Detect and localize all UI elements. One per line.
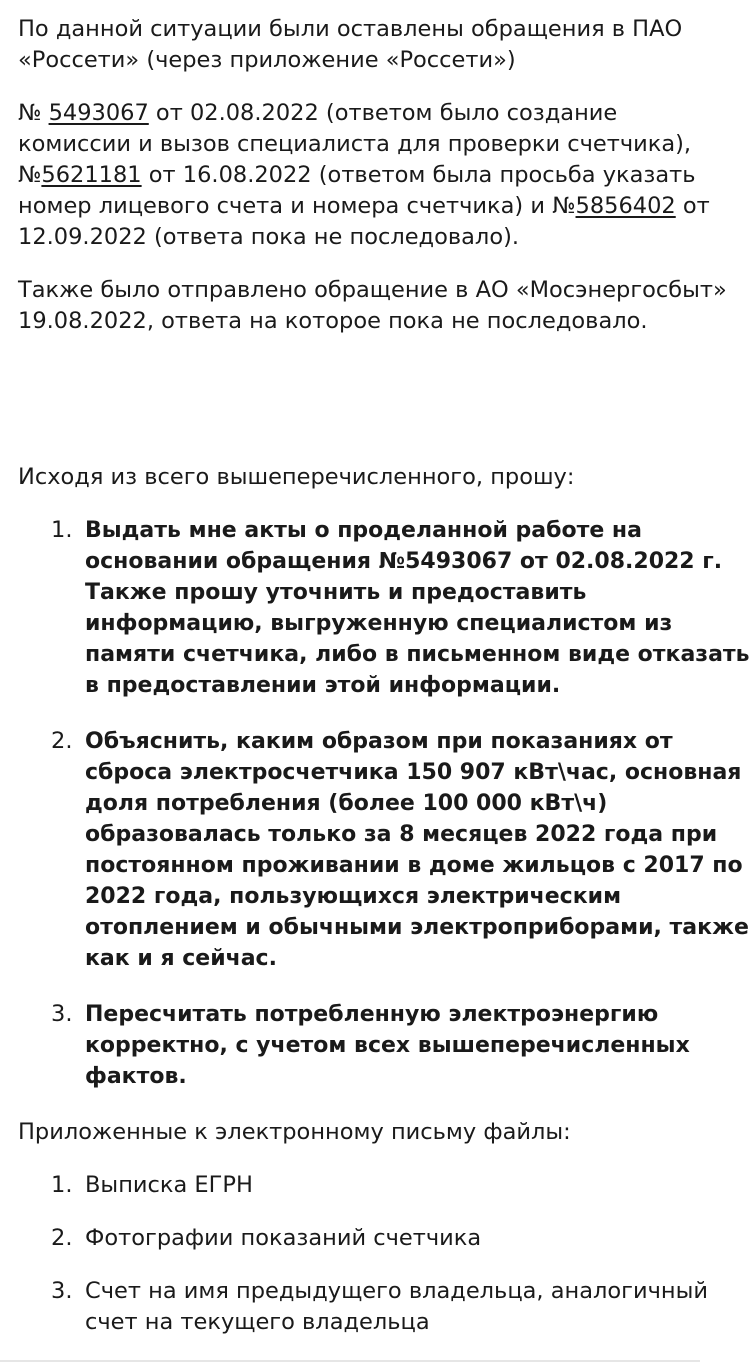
appeals-text: № xyxy=(18,100,49,126)
appeals-text: от 02.08.2022 (ответом было создание xyxy=(148,100,618,126)
attachments-intro xyxy=(18,1117,738,1148)
list-number: 2. xyxy=(51,728,73,754)
list-line: доля потребления (более 100 000 кВт\ч) xyxy=(85,791,608,816)
intro-line: По данной ситуации были оставлены обращения в ПАО xyxy=(18,16,683,42)
list-number: 3. xyxy=(51,1001,73,1027)
appeal-number-link[interactable]: 5856402 xyxy=(575,193,676,219)
list-item xyxy=(18,726,749,974)
list-item-text xyxy=(85,999,738,1092)
also-line: Также было отправлено обращение в АО «Мосэнергосбыт» xyxy=(18,277,727,303)
appeals-text: от xyxy=(675,193,710,219)
list-number: 1. xyxy=(51,517,73,543)
list-item xyxy=(18,1276,738,1338)
list-number: 1. xyxy=(51,1172,73,1198)
list-line: как и я сейчас. xyxy=(85,946,277,971)
list-line: Также прошу уточнить и предоставить xyxy=(85,580,587,605)
appeals-text: номер лицевого счета и номера счетчика) и № xyxy=(18,193,576,219)
list-line: фактов. xyxy=(85,1064,187,1089)
request-intro xyxy=(18,462,738,493)
list-line: 2022 года, пользующихся электрическим xyxy=(85,884,622,909)
list-line: Пересчитать потребленную электроэнергию xyxy=(85,1002,659,1027)
list-item-text xyxy=(85,515,750,701)
list-line: Фотографии показаний счетчика xyxy=(85,1225,482,1251)
list-line: счет на текущего владельца xyxy=(85,1309,430,1335)
appeals-line-3 xyxy=(18,160,738,191)
list-line: основании обращения №5493067 от 02.08.2022 г. xyxy=(85,549,723,574)
list-line: Объяснить, каким образом при показаниях от xyxy=(85,729,673,754)
list-line: Выдать мне акты о проделанной работе на xyxy=(85,518,642,543)
list-item xyxy=(18,999,738,1092)
list-line: корректно, с учетом всех вышеперечисленных xyxy=(85,1033,690,1058)
list-line: сброса электросчетчика 150 907 кВт\час, основная xyxy=(85,760,742,785)
list-number: 3. xyxy=(51,1278,73,1304)
list-line: образовалась только за 8 месяцев 2022 года при xyxy=(85,822,718,847)
also-paragraph xyxy=(18,275,738,337)
list-item xyxy=(18,1170,738,1201)
appeals-line-2: комиссии и вызов специалиста для проверки счетчика), xyxy=(18,131,692,157)
list-line: Счет на имя предыдущего владельца, аналогичный xyxy=(85,1278,708,1304)
list-line: информацию, выгруженную специалистом из xyxy=(85,611,673,636)
appeals-text: от 16.08.2022 (ответом была просьба указать xyxy=(141,162,696,188)
also-line: 19.08.2022, ответа на которое пока не последовало. xyxy=(18,308,648,334)
list-item xyxy=(18,1223,738,1254)
appeals-paragraph xyxy=(18,98,738,253)
appeals-line-1 xyxy=(18,98,738,129)
appeal-number-link[interactable]: 5493067 xyxy=(48,100,149,126)
intro-paragraph xyxy=(18,14,738,76)
list-line: памяти счетчика, либо в письменном виде отказать xyxy=(85,642,750,667)
attachments-list xyxy=(18,1170,738,1338)
appeals-line-4 xyxy=(18,191,738,222)
document-body xyxy=(18,14,750,1361)
blank-spacer xyxy=(18,359,738,462)
list-line: отоплением и обычными электроприборами, также xyxy=(85,915,749,940)
appeals-line-5: 12.09.2022 (ответа пока не последовало). xyxy=(18,224,520,250)
attachments-intro-text: Приложенные к электронному письму файлы: xyxy=(18,1119,571,1145)
list-item xyxy=(18,515,750,701)
list-number: 2. xyxy=(51,1225,73,1251)
request-intro-text: Исходя из всего вышеперечисленного, прошу: xyxy=(18,464,575,490)
intro-line: «Россети» (через приложение «Россети») xyxy=(18,47,516,73)
list-line: постоянном проживании в доме жильцов с 2017 по xyxy=(85,853,743,878)
requests-list xyxy=(18,515,750,1092)
list-line: в предоставлении этой информации. xyxy=(85,673,561,698)
list-item-text xyxy=(85,726,749,974)
appeal-number-link[interactable]: 5621181 xyxy=(41,162,142,188)
list-line: Выписка ЕГРН xyxy=(85,1172,253,1198)
appeals-text: № xyxy=(18,162,42,188)
